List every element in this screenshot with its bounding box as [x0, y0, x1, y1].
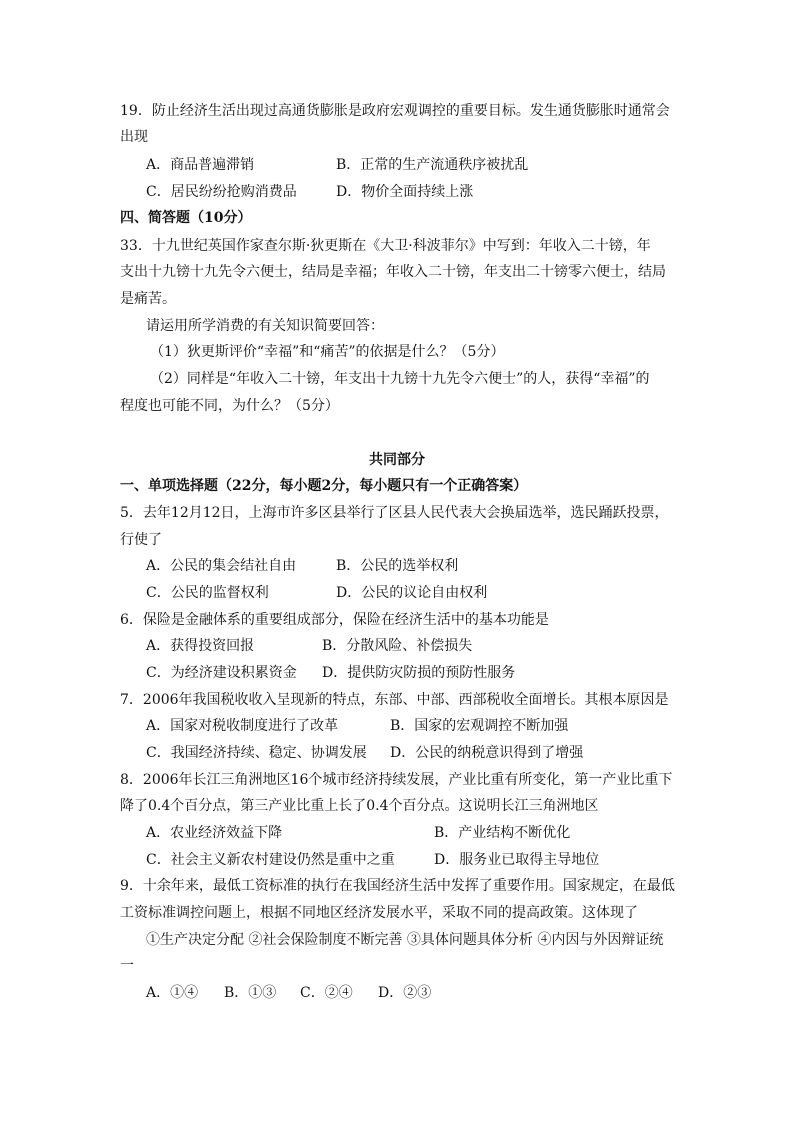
- q8-option-c: C．社会主义新农村建设仍然是重中之重: [146, 852, 395, 868]
- q6-option-a: A．获得投资回报: [146, 638, 255, 654]
- q7-option-a: A．国家对税收制度进行了改革: [146, 718, 339, 734]
- q7-option-d: D．公民的纳税意识得到了增强: [390, 745, 584, 761]
- q9-option-d: D．②③: [378, 985, 432, 1001]
- q33-line1: 33．十九世纪英国作家查尔斯·狄更斯在《大卫·科波菲尔》中写到：年收入二十镑，年: [120, 238, 651, 254]
- q33-sub2-line1: （2）同样是“年收入二十镑，年支出十九镑十九先令六便士”的人，获得“幸福”的: [150, 371, 650, 387]
- q8-option-b: B．产业结构不断优化: [434, 825, 571, 841]
- q9-items-line2: 一: [120, 958, 134, 974]
- q33-instruction: 请运用所学消费的有关知识简要回答：: [146, 318, 384, 334]
- q5-option-c: C．公民的监督权利: [146, 585, 269, 601]
- q33-sub1: （1）狄更斯评价“幸福”和“痛苦”的依据是什么？（5分）: [150, 344, 505, 360]
- q19-stem-line2: 出现: [120, 129, 148, 145]
- q7-option-c: C．我国经济持续、稳定、协调发展: [146, 745, 367, 761]
- q19-option-b: B．正常的生产流通秩序被扰乱: [336, 157, 529, 173]
- section1-heading: 一、单项选择题（22分，每小题2分，每小题只有一个正确答案）: [120, 478, 528, 494]
- q33-line2: 支出十九镑十九先令六便士，结局是幸福；年收入二十镑，年支出二十镑零六便士，结局: [120, 264, 666, 280]
- q7-option-b: B．国家的宏观调控不断加强: [390, 718, 569, 734]
- q9-stem-line2: 工资标准调控问题上，根据不同地区经济发展水平，采取不同的提高政策。这体现了: [120, 905, 638, 921]
- q9-stem-line1: 9．十余年来，最低工资标准的执行在我国经济生活中发挥了重要作用。国家规定，在最低: [120, 878, 675, 894]
- common-part-title: 共同部分: [369, 452, 425, 468]
- q5-stem-line2: 行使了: [120, 532, 162, 548]
- q6-option-c: C．为经济建设积累资金: [146, 665, 297, 681]
- q5-option-b: B．公民的选举权利: [336, 558, 459, 574]
- q9-option-b: B．①③: [224, 985, 277, 1001]
- section4-heading: 四、简答题（10分）: [120, 210, 252, 226]
- q9-items-line1: ①生产决定分配 ②社会保险制度不断完善 ③具体问题具体分析 ④内因与外因辩证统: [146, 932, 664, 948]
- q19-stem-line1: 19．防止经济生活出现过高通货膨胀是政府宏观调控的重要目标。发生通货膨胀时通常会: [120, 103, 670, 119]
- q6-option-d: D．提供防灾防损的预防性服务: [322, 665, 516, 681]
- q7-stem: 7．2006年我国税收收入呈现新的特点，东部、中部、西部税收全面增长。其根本原因是: [120, 692, 669, 708]
- q9-option-a: A．①④: [146, 985, 199, 1001]
- q6-stem: 6．保险是金融体系的重要组成部分，保险在经济生活中的基本功能是: [120, 612, 549, 628]
- q19-option-a: A．商品普遍滞销: [146, 157, 255, 173]
- q5-option-d: D．公民的议论自由权利: [336, 585, 488, 601]
- q33-sub2-line2: 程度也可能不同，为什么？（5分）: [120, 398, 339, 414]
- q8-option-a: A．农业经济效益下降: [146, 825, 283, 841]
- q19-option-d: D．物价全面持续上涨: [336, 184, 474, 200]
- q5-stem-line1: 5．去年12月12日，上海市许多区县举行了区县人民代表大会换届选举，选民踊跃投票，: [120, 505, 669, 521]
- q9-option-c: C．②④: [300, 985, 353, 1001]
- q33-line3: 是痛苦。: [120, 291, 176, 307]
- q8-stem-line1: 8．2006年长江三角洲地区16个城市经济持续发展，产业比重有所变化，第一产业比重下: [120, 772, 673, 788]
- q6-option-b: B．分散风险、补偿损失: [322, 638, 473, 654]
- q8-stem-line2: 降了0.4个百分点，第三产业比重上长了0.4个百分点。这说明长江三角洲地区: [120, 798, 599, 814]
- q19-option-c: C．居民纷纷抢购消费品: [146, 184, 297, 200]
- q5-option-a: A．公民的集会结社自由: [146, 558, 297, 574]
- q8-option-d: D．服务业已取得主导地位: [434, 852, 600, 868]
